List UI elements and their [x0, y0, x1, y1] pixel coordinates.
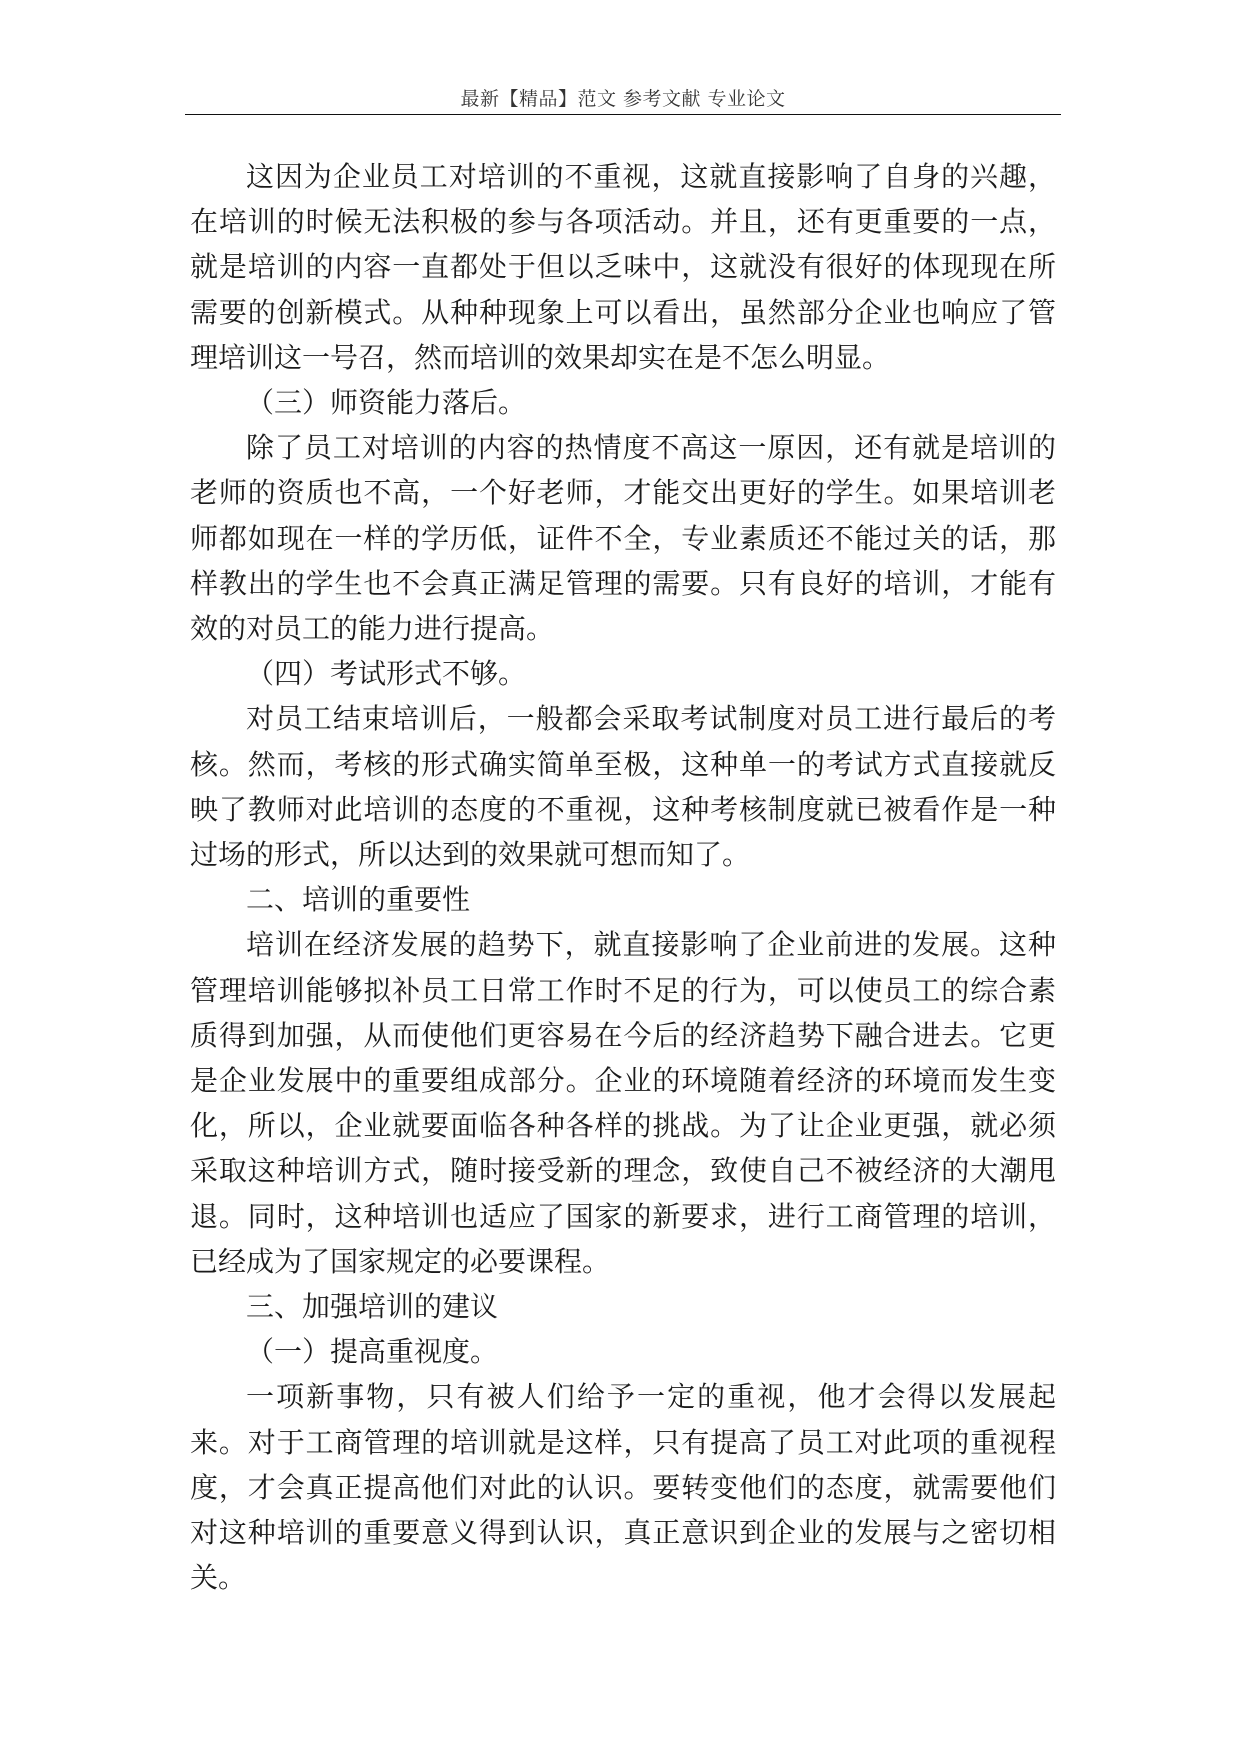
section-heading: 三、加强培训的建议	[246, 1290, 499, 1324]
paragraph: 这因为企业员工对培训的不重视，这就直接影响了自身的兴趣，在培训的时候无法积极的参与各项活动。并且，还有更重要的一点，就是培训的内容一直都处于但以乏味中，这就没有很好的体现现在所需要的创新模式。从种种现象上可以看出，虽然部分企业也响应了管理培训这一号召，然而培训的效果却实在是不怎么明显。	[190, 160, 1056, 374]
header-divider	[185, 114, 1061, 115]
section-heading: 二、培训的重要性	[246, 883, 471, 917]
document-body	[190, 154, 1056, 1601]
page-header: 最新【精品】范文 参考文献 专业论文	[460, 88, 786, 110]
paragraph: 一项新事物，只有被人们给予一定的重视，他才会得以发展起来。对于工商管理的培训就是这样，只有提高了员工对此项的重视程度，才会真正提高他们对此的认识。要转变他们的态度，就需要他们对这种培训的重要意义得到认识，真正意识到企业的发展与之密切相关。	[190, 1380, 1056, 1595]
section-heading: （四）考试形式不够。	[246, 657, 527, 691]
paragraph: 除了员工对培训的内容的热情度不高这一原因，还有就是培训的老师的资质也不高，一个好老师，才能交出更好的学生。如果培训老师都如现在一样的学历低，证件不全，专业素质还不能过关的话，那样教出的学生也不会真正满足管理的需要。只有良好的培训，才能有效的对员工的能力进行提高。	[190, 431, 1056, 646]
paragraph: 对员工结束培训后，一般都会采取考试制度对员工进行最后的考核。然而，考核的形式确实简单至极，这种单一的考试方式直接就反映了教师对此培训的态度的不重视，这种考核制度就已被看作是一种过场的形式，所以达到的效果就可想而知了。	[190, 702, 1056, 872]
paragraph: 培训在经济发展的趋势下，就直接影响了企业前进的发展。这种管理培训能够拟补员工日常工作时不足的行为，可以使员工的综合素质得到加强，从而使他们更容易在今后的经济趋势下融合进去。它更是企业发展中的重要组成部分。企业的环境随着经济的环境而发生变化，所以，企业就要面临各种各样的挑战。为了让企业更强，就必须采取这种培训方式，随时接受新的理念，致使自己不被经济的大潮甩退。同时，这种培训也适应了国家的新要求，进行工商管理的培训，已经成为了国家规定的必要课程。	[190, 928, 1056, 1278]
section-heading: （一）提高重视度。	[246, 1335, 499, 1369]
section-heading: （三）师资能力落后。	[246, 386, 527, 420]
